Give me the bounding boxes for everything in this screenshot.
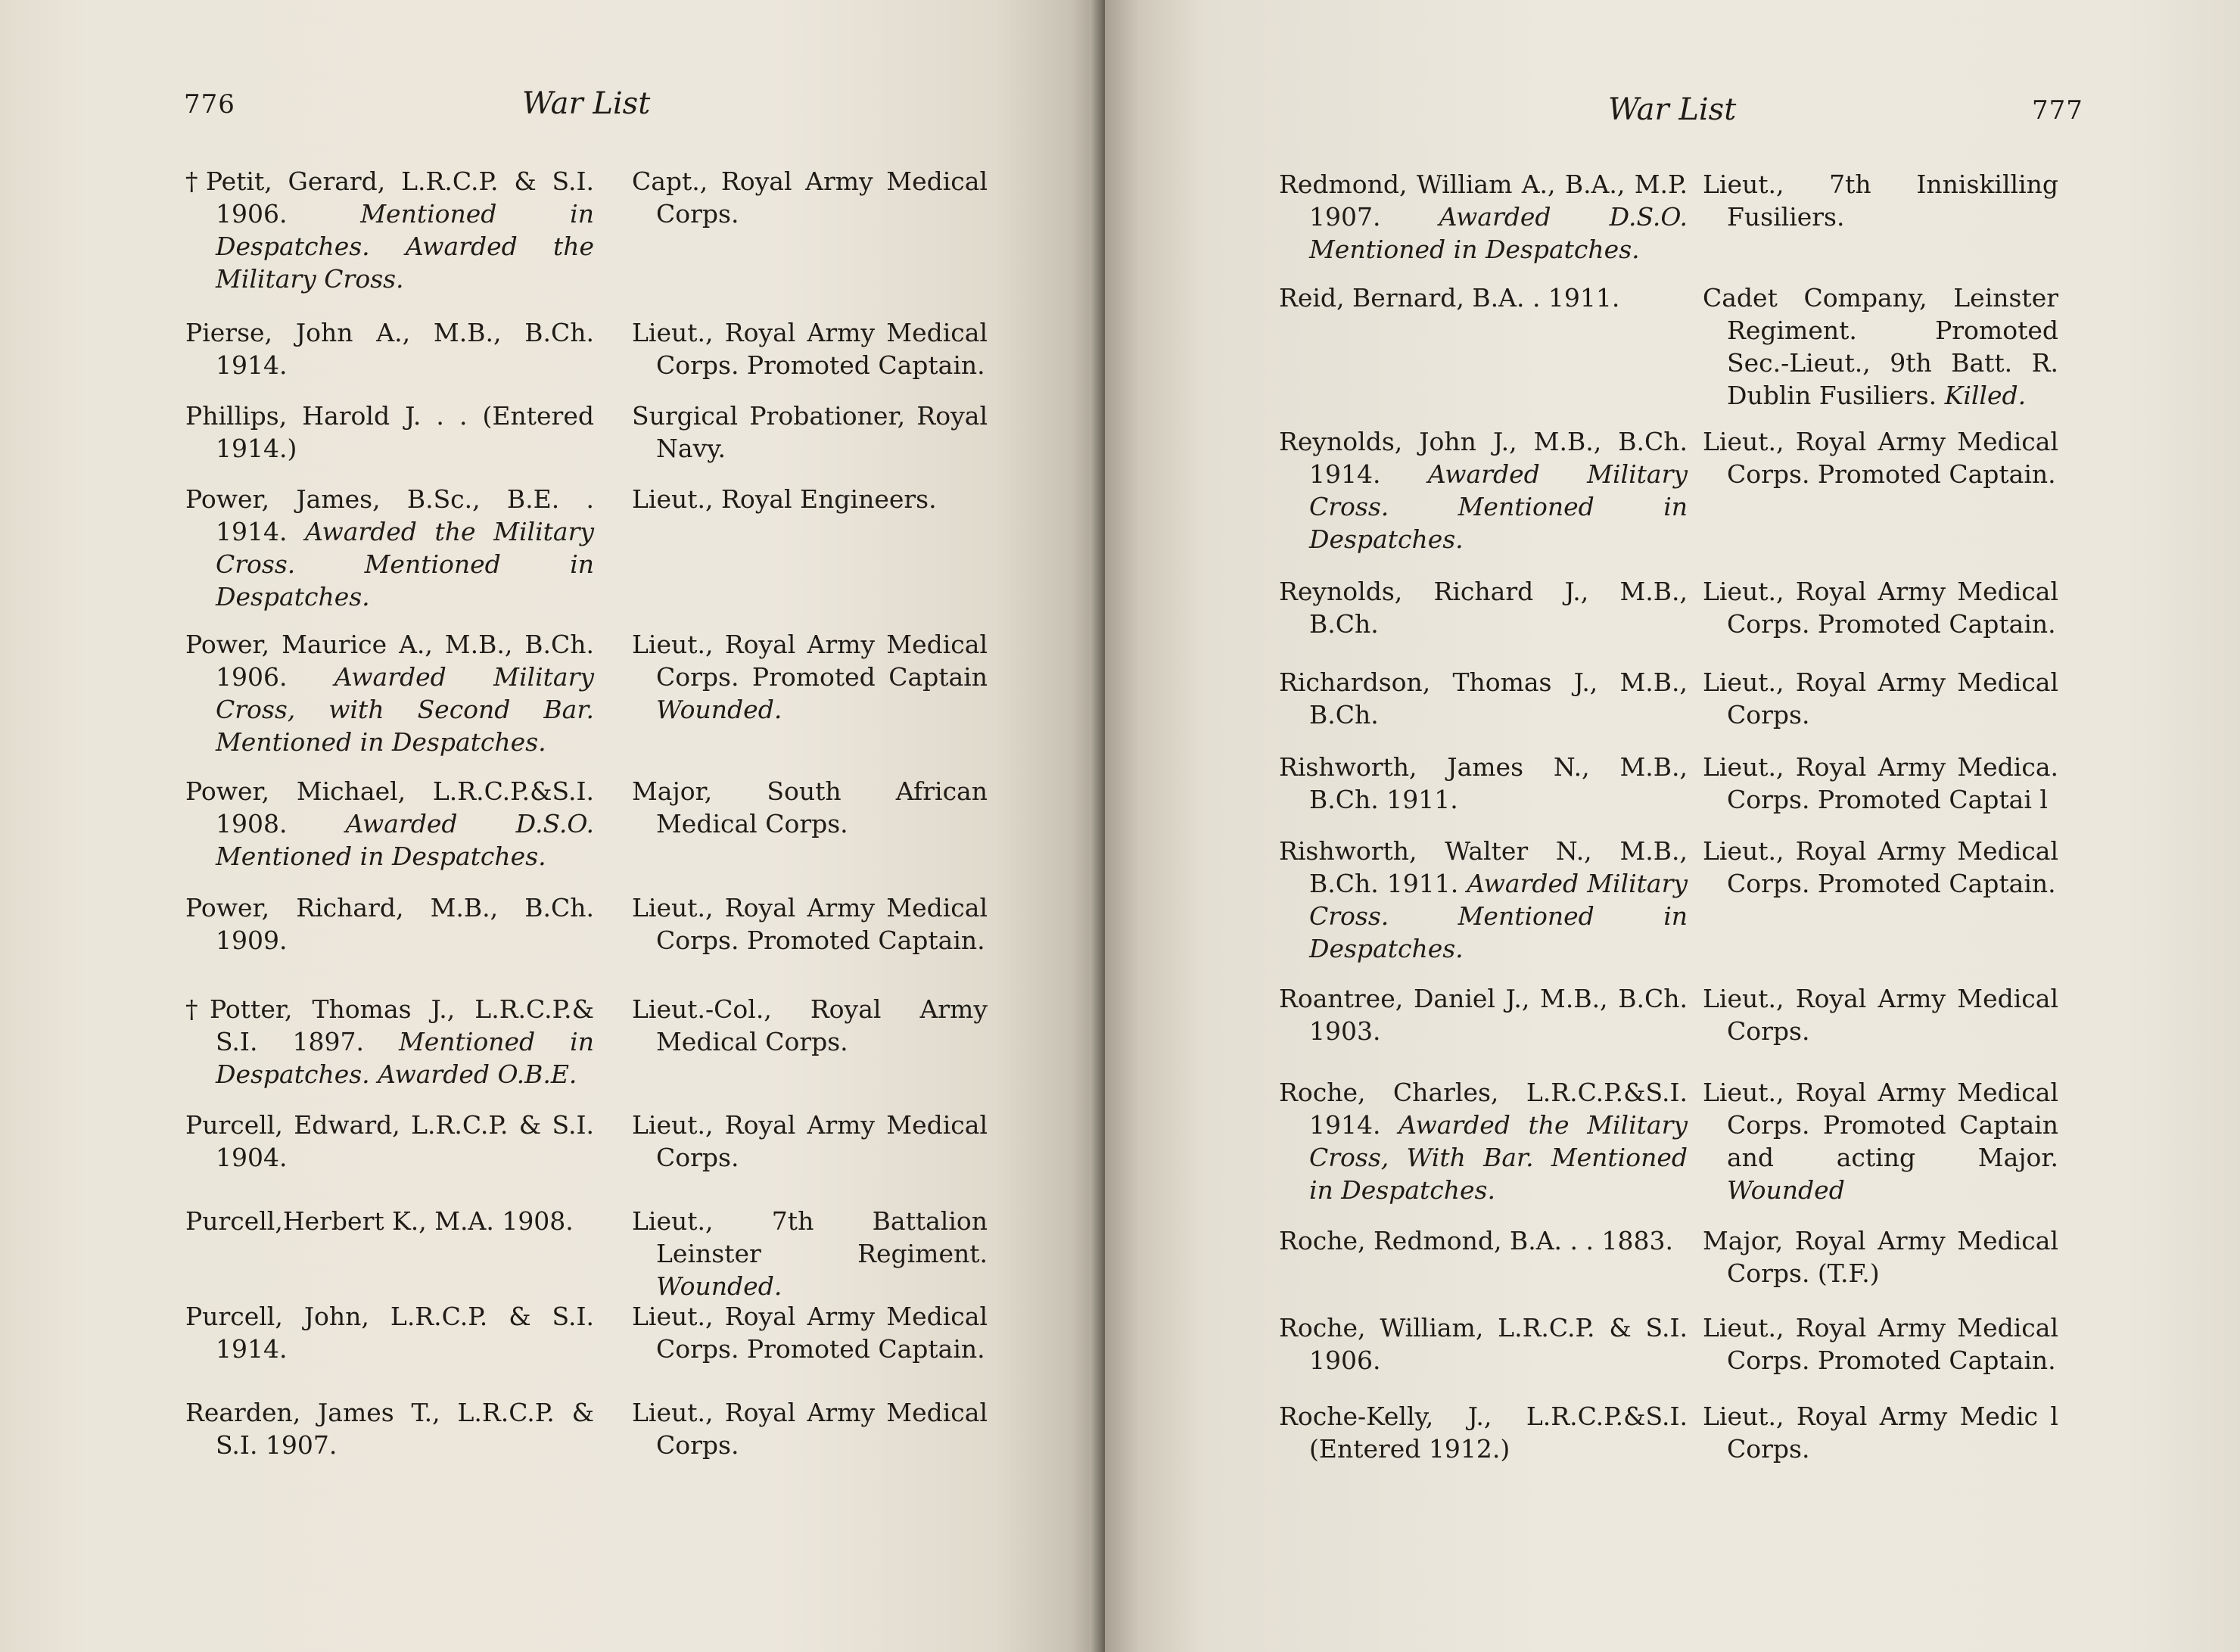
entry-service-text: Lieut., Royal Army Medical Corps.: [1703, 984, 2058, 1046]
entry-note: Awarded D.S.O. Mentioned in Despatches.: [216, 809, 594, 871]
entry-name-text: Roche, Charles, L.R.C.P.&S.I. 1914.: [1279, 1078, 1688, 1140]
entry-service: [1703, 1224, 2058, 1290]
entry-service-text: Lieut., Royal Army Medical Corps. Promoted Captain.: [632, 1302, 988, 1364]
entry-service-text: Lieut., Royal Engineers.: [632, 484, 937, 514]
entry-name-text: †Petit, Gerard, L.R.C.P. & S.I. 1906.: [185, 166, 594, 229]
entry-name: [1279, 425, 1688, 555]
entry-service-note: Wounded.: [656, 1271, 782, 1301]
entry-name-text: Reid, Bernard, B.A. . 1911.: [1279, 283, 1620, 313]
entry-note: Awarded the Military Cross. Mentioned in Despatches.: [216, 517, 595, 611]
entry-name-text: Power, Michael, L.R.C.P.&S.I. 1908.: [185, 776, 594, 838]
entry-service: [1703, 1076, 2058, 1206]
entry-name-text: Roantree, Daniel J., M.B., B.Ch. 1903.: [1279, 984, 1688, 1046]
entry-note: Awarded the Military Cross, With Bar. Mentioned in Despatches.: [1309, 1110, 1688, 1205]
entry-note: Mentioned in Despatches. Awarded the Military Cross.: [216, 199, 594, 294]
entry-name-text: Purcell, John, L.R.C.P. & S.I. 1914.: [185, 1302, 594, 1364]
entry-name: [1279, 751, 1688, 816]
entry-name: [1279, 168, 1688, 266]
entry-service: [632, 891, 988, 957]
entry-service: [1703, 425, 2058, 490]
entry-name: [1279, 982, 1688, 1047]
entry-service-text: Lieut., Royal Army Medical Corps.: [632, 1398, 988, 1460]
entry-name-text: Purcell, Edward, L.R.C.P. & S.I. 1904.: [185, 1110, 594, 1172]
entry-name: [1279, 1224, 1688, 1257]
entry-name: [1279, 835, 1688, 965]
entry-service-text: Lieut., Royal Army Medical Corps. Promoted Captain and acting Major.: [1703, 1078, 2058, 1172]
entry-service-text: Lieut., 7th Battalion Leinster Regiment.: [632, 1206, 988, 1268]
left-page: [0, 0, 1105, 1652]
right-page-number: 777: [2032, 95, 2083, 126]
entry-name: [185, 628, 594, 758]
entry-service-text: Lieut., Royal Army Medical Corps. Promoted Captain: [632, 630, 988, 692]
entry-note: Awarded D.S.O. Mentioned in Despatches.: [1309, 202, 1688, 264]
entry-name: [185, 400, 594, 465]
entry-name: [185, 483, 594, 613]
entry-name: [185, 775, 594, 873]
entry-name: [1279, 282, 1688, 314]
entry-service: [1703, 575, 2058, 640]
entry-name-text: Roche, Redmond, B.A. . . 1883.: [1279, 1226, 1673, 1255]
entry-name-text: Purcell,Herbert K., M.A. 1908.: [185, 1206, 574, 1236]
entry-name-text: Rishworth, James N., M.B., B.Ch. 1911.: [1279, 752, 1688, 814]
entry-name-text: Reynolds, Richard J., M.B., B.Ch.: [1279, 577, 1688, 639]
entry-note: Awarded Military Cross. Mentioned in Despatches.: [1309, 459, 1688, 554]
entry-service-text: Lieut., Royal Army Medica. Corps. Promoted Captai l: [1703, 752, 2058, 814]
entry-service-note: Wounded: [1727, 1175, 1845, 1205]
entry-service-text: Surgical Probationer, Royal Navy.: [632, 401, 988, 463]
entry-note: Awarded Military Cross. Mentioned in Despatches.: [1309, 869, 1688, 963]
entry-name-text: Reynolds, John J., M.B., B.Ch. 1914.: [1279, 427, 1688, 489]
entry-service-text: Capt., Royal Army Medical Corps.: [632, 166, 988, 229]
entry-service-text: Lieut., Royal Army Medical Corps. Promoted Captain.: [1703, 836, 2058, 898]
entry-service: [1703, 751, 2058, 816]
entry-name: [1279, 666, 1688, 731]
left-page-number: 776: [184, 89, 235, 120]
entry-note: Mentioned in Despatches. Awarded O.B.E.: [216, 1027, 594, 1089]
entry-name: [185, 1205, 594, 1237]
entry-name: [185, 993, 594, 1090]
entry-service-text: Lieut., Royal Army Medical Corps. Promoted Captain.: [1703, 577, 2058, 639]
entry-name: [185, 891, 594, 957]
entry-note: Awarded Military Cross, with Second Bar. Mentioned in Despatches.: [216, 662, 594, 757]
entry-service-note: Wounded.: [656, 695, 782, 724]
entry-name-text: Power, Richard, M.B., B.Ch. 1909.: [185, 893, 594, 955]
entry-service: [1703, 1311, 2058, 1377]
entry-service: [632, 165, 988, 230]
entry-service: [632, 993, 988, 1058]
right-running-title: War List: [1608, 92, 1737, 127]
entry-name-text: Power, James, B.Sc., B.E. . 1914.: [185, 484, 594, 546]
entry-service-text: Major, South African Medical Corps.: [632, 776, 988, 838]
entry-name-text: Roche-Kelly, J., L.R.C.P.&S.I. (Entered 1912.): [1279, 1402, 1688, 1464]
entry-name: [185, 316, 594, 381]
entry-service-text: Lieut., Royal Army Medical Corps.: [632, 1110, 988, 1172]
entry-name-text: Rearden, James T., L.R.C.P. & S.I. 1907.: [185, 1398, 594, 1460]
left-running-title: War List: [522, 86, 651, 121]
entry-name: [1279, 575, 1688, 640]
entry-service: [632, 1109, 988, 1174]
entry-service: [632, 1396, 988, 1461]
entry-name: [185, 1300, 594, 1365]
entry-service-text: Lieut., Royal Army Medical Corps. Promoted Captain.: [1703, 427, 2058, 489]
entry-service-note: Killed.: [1944, 381, 2027, 410]
entry-service-text: Major, Royal Army Medical Corps. (T.F.): [1703, 1226, 2058, 1288]
right-page: [1105, 0, 2240, 1652]
entry-service: [632, 316, 988, 381]
entry-name-text: Power, Maurice A., M.B., B.Ch. 1906.: [185, 630, 594, 692]
entry-service: [1703, 168, 2058, 233]
entry-name-text: Rishworth, Walter N., M.B., B.Ch. 1911.: [1279, 836, 1688, 898]
entry-name-text: Pierse, John A., M.B., B.Ch. 1914.: [185, 318, 594, 380]
entry-service-text: Lieut., 7th Inniskilling Fusiliers.: [1703, 170, 2058, 232]
entry-name: [185, 165, 594, 295]
entry-name-text: Redmond, William A., B.A., M.P. 1907.: [1279, 170, 1688, 232]
entry-service-text: Lieut., Royal Army Medical Corps. Promoted Captain.: [1703, 1313, 2058, 1375]
entry-service: [632, 628, 988, 726]
entry-name: [185, 1396, 594, 1461]
entry-name: [1279, 1400, 1688, 1465]
entry-service: [632, 1205, 988, 1302]
entry-service: [632, 400, 988, 465]
entry-name-text: Roche, William, L.R.C.P. & S.I. 1906.: [1279, 1313, 1688, 1375]
entry-name-text: Phillips, Harold J. . . (Entered 1914.): [185, 401, 594, 463]
entry-service: [632, 483, 988, 515]
entry-service-text: Cadet Company, Leinster Regiment. Promoted Sec.-Lieut., 9th Batt. R. Dublin Fusiliers.: [1703, 283, 2058, 410]
entry-service-text: Lieut., Royal Army Medical Corps. Promoted Captain.: [632, 318, 988, 380]
entry-name: [1279, 1311, 1688, 1377]
entry-service: [1703, 1400, 2058, 1465]
entry-service: [1703, 666, 2058, 731]
entry-name-text: Richardson, Thomas J., M.B., B.Ch.: [1279, 667, 1688, 730]
entry-service-text: Lieut.-Col., Royal Army Medical Corps.: [632, 994, 988, 1056]
entry-service: [632, 775, 988, 840]
entry-service-text: Lieut., Royal Army Medical Corps. Promoted Captain.: [632, 893, 988, 955]
entry-name: [1279, 1076, 1688, 1206]
entry-service: [1703, 835, 2058, 900]
entry-service: [1703, 982, 2058, 1047]
entry-service-text: Lieut., Royal Army Medical Corps.: [1703, 667, 2058, 730]
entry-service: [632, 1300, 988, 1365]
entry-name: [185, 1109, 594, 1174]
entry-name-text: †Potter, Thomas J., L.R.C.P.& S.I. 1897.: [185, 994, 594, 1056]
entry-service: [1703, 282, 2058, 412]
entry-service-text: Lieut., Royal Army Medic l Corps.: [1703, 1402, 2058, 1464]
